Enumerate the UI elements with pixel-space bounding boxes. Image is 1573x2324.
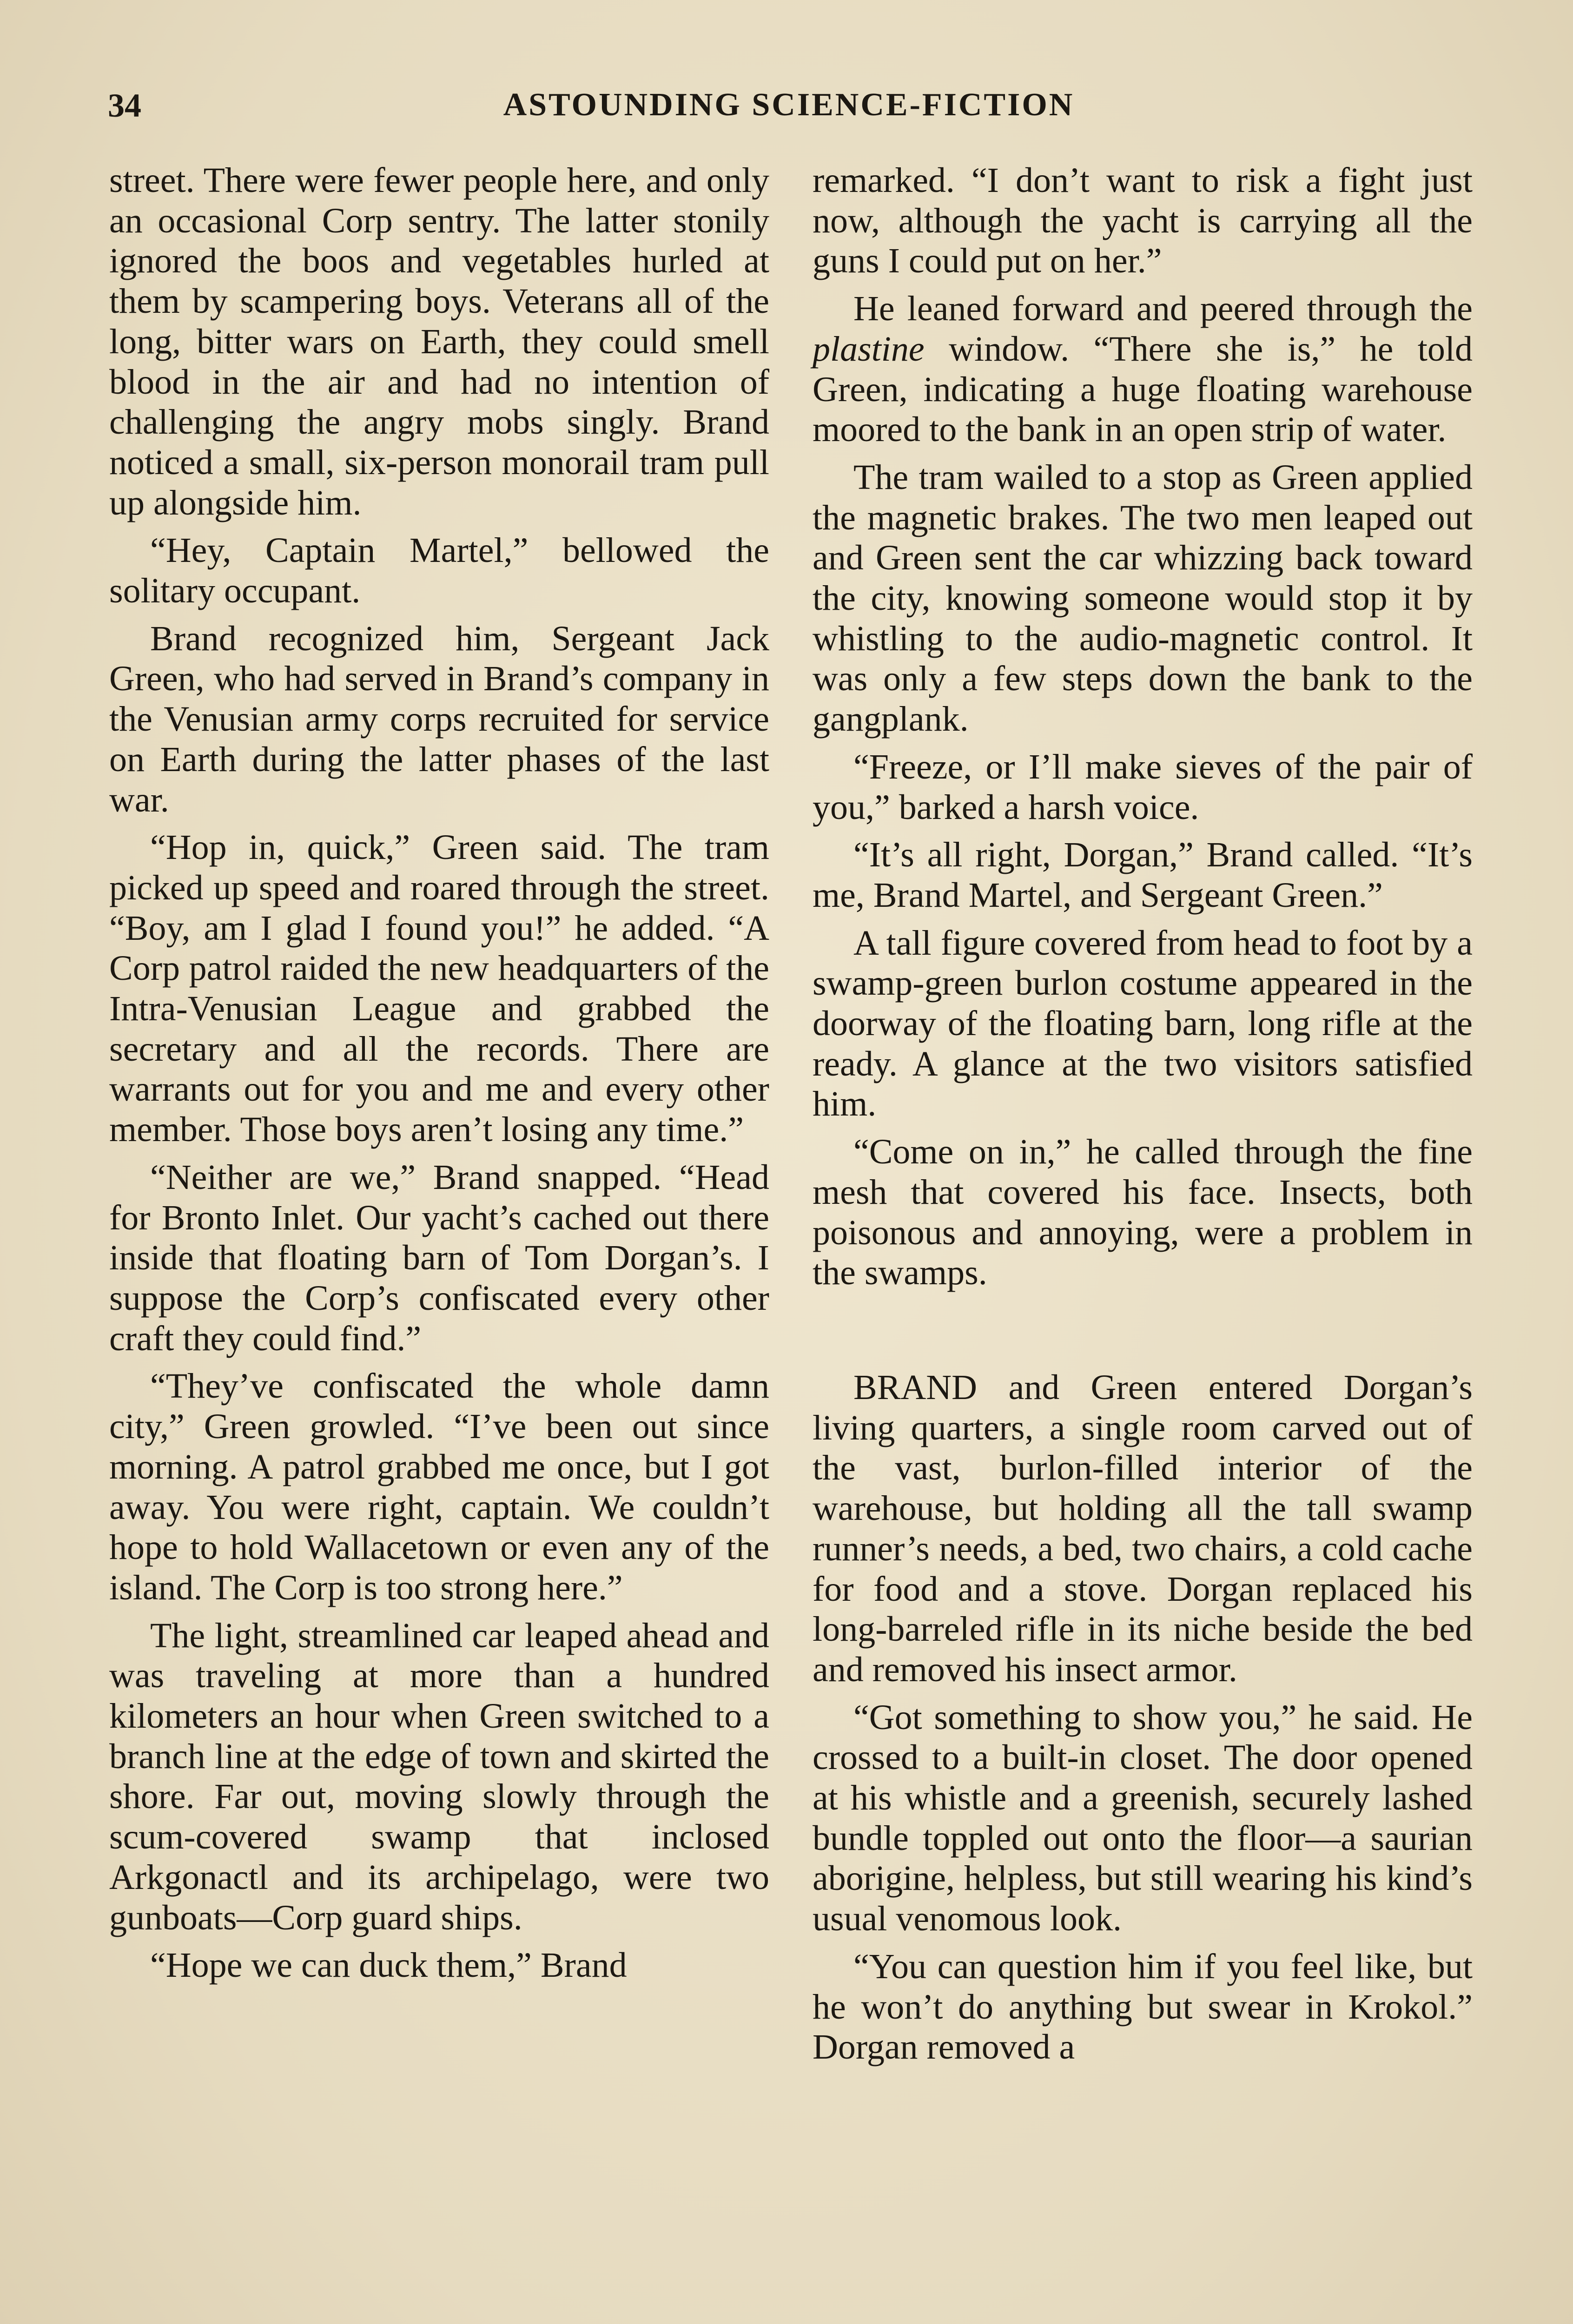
- page-number: 34: [108, 87, 141, 124]
- paragraph-text: window. “There she is,” he told Green, indicating a huge floating warehouse moored to the bank in an open strip of water.: [813, 329, 1473, 449]
- paragraph: street. There were fewer people here, and only an occasional Corp sentry. The latter stonily ignored the boos and vegetables hurled at them by scampering boys. Veterans all of the long, bitter wars on Earth, they could smell blood in the air and had no intention of challenging the angry mobs singly. Brand noticed a small, six-person monorail tram pull up alongside him.: [109, 161, 769, 522]
- italic-term: plastine: [813, 329, 925, 369]
- paragraph: “Come on in,” he called through the fine mesh that covered his face. Insects, both poisonous and annoying, were a problem in the swamps.: [813, 1132, 1473, 1293]
- paragraph: “Hop in, quick,” Green said. The tram picked up speed and roared through the street. “Boy, am I glad I found you!” he added. “A Corp patrol raided the new headquarters of the Intra-Venusian League and grabbed the secretary and all the records. There are warrants out for you and me and every other member. Those boys aren’t losing any time.”: [109, 828, 769, 1149]
- paragraph: remarked. “I don’t want to risk a fight just now, although the yacht is carrying all the guns I could put on her.”: [813, 161, 1473, 281]
- paragraph: “Freeze, or I’ll make sieves of the pair of you,” barked a harsh voice.: [813, 747, 1473, 827]
- section-start-paragraph: BRAND and Green entered Dorgan’s living quarters, a single room carved out of the vast, burlon-filled interior of the warehouse, but holding all the tall swamp runner’s needs, a bed, two chairs, a cold cache for food and a stove. Dorgan replaced his long-barreled rifle in its niche beside the bed and removed his insect armor.: [813, 1367, 1473, 1689]
- paragraph: “They’ve confiscated the whole damn city,” Green growled. “I’ve been out since morning. A patrol grabbed me once, but I got away. You were right, captain. We couldn’t hope to hold Wallacetown or even any of the island. The Corp is too strong here.”: [109, 1367, 769, 1607]
- paragraph: “Hey, Captain Martel,” bellowed the solitary occupant.: [109, 531, 769, 611]
- paragraph: “Neither are we,” Brand snapped. “Head for Bronto Inlet. Our yacht’s cached out there inside that floating barn of Tom Dorgan’s. I suppose the Corp’s confiscated every other craft they could find.”: [109, 1157, 769, 1358]
- paragraph: “Got something to show you,” he said. He crossed to a built-in closet. The door opened at his whistle and a greenish, securely lashed bundle toppled out onto the floor—a saurian aborigine, helpless, but still wearing his kind’s usual venomous look.: [813, 1697, 1473, 1939]
- paragraph: “It’s all right, Dorgan,” Brand called. “It’s me, Brand Martel, and Sergeant Green.”: [813, 835, 1473, 915]
- right-column: [813, 160, 1473, 2067]
- page-header: [108, 86, 1470, 138]
- left-column: [109, 160, 769, 1986]
- paragraph: [813, 289, 1473, 450]
- paragraph-text: He leaned forward and peered through the: [853, 289, 1473, 329]
- paragraph: Brand recognized him, Sergeant Jack Green, who had served in Brand’s company in the Venusian army corps recruited for service on Earth during the latter phases of the last war.: [109, 619, 769, 819]
- paragraph: A tall figure covered from head to foot by a swamp-green burlon costume appeared in the doorway of the floating barn, long rifle at the ready. A glance at the two visitors satisfied him.: [813, 923, 1473, 1124]
- paragraph: “Hope we can duck them,” Brand: [150, 1946, 627, 1985]
- paragraph: “You can question him if you feel like, but he won’t do anything but swear in Krokol.” Dorgan removed a: [813, 1947, 1473, 2067]
- running-title: ASTOUNDING SCIENCE-FICTION: [503, 87, 1075, 123]
- paragraph: The tram wailed to a stop as Green applied the magnetic brakes. The two men leaped out and Green sent the car whizzing back toward the city, knowing someone would stop it by whistling to the audio-magnetic control. It was only a few steps down the bank to the gangplank.: [813, 457, 1473, 739]
- paragraph: The light, streamlined car leaped ahead and was traveling at more than a hundred kilometers an hour when Green switched to a branch line at the edge of town and skirted the shore. Far out, moving slowly through the scum-covered swamp that inclosed Arkgonactl and its archipelago, were two gunboats—Corp guard ships.: [109, 1616, 769, 1937]
